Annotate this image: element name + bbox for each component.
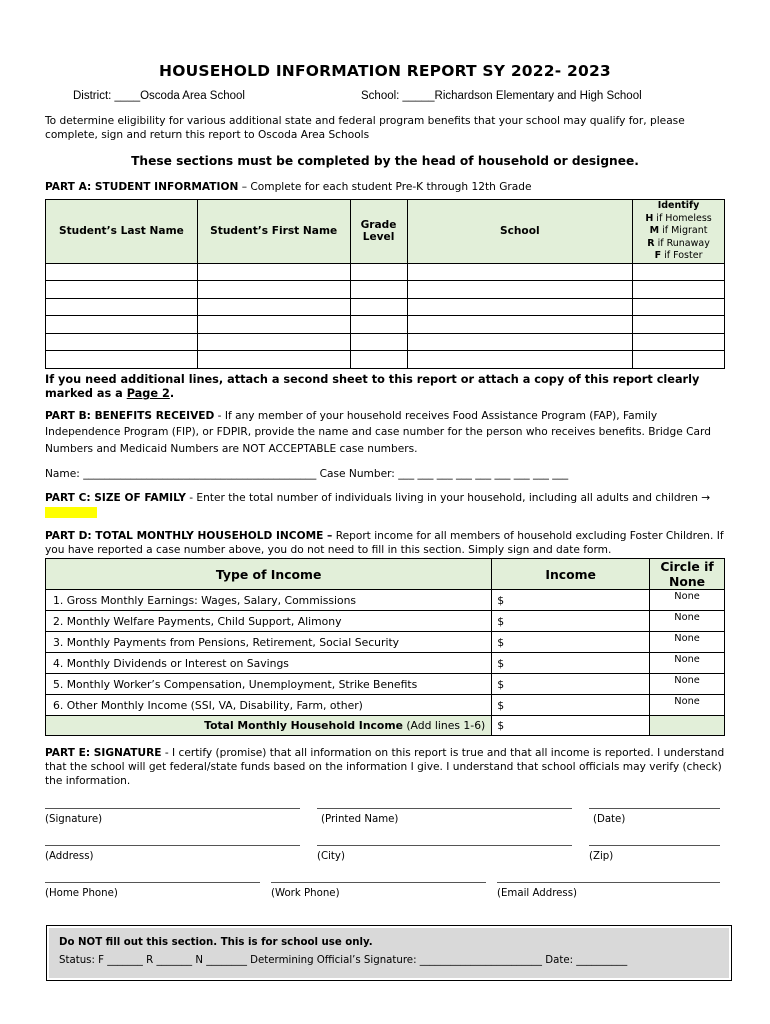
- grade-cell[interactable]: [350, 333, 407, 351]
- income-table: [45, 558, 725, 736]
- grade-cell[interactable]: [350, 281, 407, 299]
- email-line[interactable]: [497, 882, 720, 883]
- income-type-label: 5. Monthly Worker’s Compensation, Unemployment, Strike Benefits: [46, 674, 492, 695]
- school-use-inner: [49, 928, 729, 978]
- identify-cell[interactable]: [633, 316, 725, 334]
- email-label: (Email Address): [497, 888, 578, 900]
- address-line[interactable]: [45, 845, 300, 846]
- part-c-title: PART C: SIZE OF FAMILY: [45, 492, 186, 505]
- income-type-label: 2. Monthly Welfare Payments, Child Support, Alimony: [46, 611, 492, 632]
- income-row: [46, 695, 725, 716]
- circle-none-option[interactable]: None: [650, 632, 725, 653]
- family-size-field[interactable]: [45, 507, 97, 518]
- intro-text: To determine eligibility for various additional state and federal program benefits that your school may qualify for, please complete, sign and return this report to Oscoda Area Schools: [45, 115, 685, 141]
- last-name-cell[interactable]: [46, 333, 198, 351]
- school-use-box: [46, 925, 732, 981]
- col-school: School: [407, 200, 633, 264]
- total-income-note: (Add lines 1-6): [402, 719, 486, 733]
- school-cell[interactable]: [407, 263, 633, 281]
- student-rows: [46, 263, 725, 368]
- grade-cell[interactable]: [350, 298, 407, 316]
- col-grade-level: Grade Level: [350, 200, 407, 264]
- last-name-cell[interactable]: [46, 263, 198, 281]
- income-type-label: 1. Gross Monthly Earnings: Wages, Salary, Commissions: [46, 590, 492, 611]
- zip-line[interactable]: [589, 845, 720, 846]
- income-amount-field[interactable]: $: [492, 632, 650, 653]
- signature-row-1: [45, 808, 725, 845]
- part-e-text: - I certify (promise) that all information on this report is true and that all income is reported. I understand that the school will get federal/state funds based on the information I give. I understand that school officials may verify (check) the information.: [45, 747, 725, 788]
- address-label: (Address): [45, 851, 94, 863]
- school-cell[interactable]: [407, 333, 633, 351]
- first-name-cell[interactable]: [197, 316, 350, 334]
- first-name-cell[interactable]: [197, 281, 350, 299]
- income-row: [46, 653, 725, 674]
- col-identify: [633, 200, 725, 264]
- signature-row-2: [45, 845, 725, 882]
- total-income-label: Total Monthly Household Income: [204, 719, 403, 733]
- part-a-title: PART A: STUDENT INFORMATION: [45, 181, 239, 193]
- signature-block: [45, 808, 725, 919]
- identify-code-h: H: [645, 212, 654, 224]
- form-title: HOUSEHOLD INFORMATION REPORT SY 2022- 2023: [159, 62, 611, 80]
- part-a-text: – Complete for each student Pre-K through 12th Grade: [238, 181, 532, 193]
- part-a-heading: [45, 180, 725, 194]
- income-amount-field[interactable]: $: [492, 590, 650, 611]
- income-type-label: 3. Monthly Payments from Pensions, Retirement, Social Security: [46, 632, 492, 653]
- total-income-field[interactable]: $: [492, 716, 650, 736]
- circle-none-option[interactable]: None: [650, 674, 725, 695]
- printed-name-line[interactable]: [317, 808, 572, 809]
- identify-code-f: F: [654, 250, 662, 262]
- income-amount-field[interactable]: $: [492, 653, 650, 674]
- student-row: [46, 316, 725, 334]
- city-label: (City): [317, 851, 345, 863]
- zip-label: (Zip): [589, 851, 614, 863]
- income-amount-field[interactable]: $: [492, 611, 650, 632]
- student-row: [46, 298, 725, 316]
- part-e: [45, 746, 725, 788]
- school-use-status-line[interactable]: Status: F _______ R _______ N ________ Determining Official’s Signature: ________________________ Date: __________: [59, 955, 628, 966]
- income-row: [46, 632, 725, 653]
- signature-line[interactable]: [45, 808, 300, 809]
- income-row: [46, 674, 725, 695]
- grade-cell[interactable]: [350, 316, 407, 334]
- circle-none-option[interactable]: None: [650, 611, 725, 632]
- identify-text-f: if Foster: [661, 250, 703, 262]
- additional-lines-text: If you need additional lines, attach a second sheet to this report or attach a copy of this report clearly marked as a: [45, 372, 700, 400]
- income-row: [46, 590, 725, 611]
- identify-text-h: if Homeless: [653, 212, 712, 224]
- school-label: School: _____Richardson Elementary and High School: [361, 90, 642, 102]
- benefits-name-case-line[interactable]: Name: ____________________________________________ Case Number: ___ ___ ___ ___ ___ ___ ___ ___ ___: [45, 468, 569, 481]
- student-row: [46, 333, 725, 351]
- first-name-cell[interactable]: [197, 351, 350, 369]
- school-cell[interactable]: [407, 316, 633, 334]
- school-use-title: Do NOT fill out this section. This is for school use only.: [59, 937, 373, 948]
- signature-row-3: [45, 882, 725, 919]
- part-d: [45, 529, 725, 557]
- work-phone-label: (Work Phone): [271, 888, 340, 900]
- last-name-cell[interactable]: [46, 351, 198, 369]
- income-amount-field[interactable]: $: [492, 695, 650, 716]
- total-income-row: [46, 716, 725, 736]
- first-name-cell[interactable]: [197, 333, 350, 351]
- identify-cell[interactable]: [633, 351, 725, 369]
- last-name-cell[interactable]: [46, 281, 198, 299]
- income-type-label: 4. Monthly Dividends or Interest on Savings: [46, 653, 492, 674]
- printed-name-label: (Printed Name): [321, 814, 399, 826]
- student-row: [46, 281, 725, 299]
- circle-none-option[interactable]: None: [650, 695, 725, 716]
- part-d-title: PART D: TOTAL MONTHLY HOUSEHOLD INCOME –: [45, 530, 333, 543]
- work-phone-line[interactable]: [271, 882, 486, 883]
- identify-text-r: if Runaway: [654, 237, 710, 249]
- col-circle-if-none: Circle if None: [650, 559, 725, 590]
- identify-text-m: if Migrant: [659, 225, 708, 237]
- additional-lines-note: [45, 373, 725, 401]
- first-name-cell[interactable]: [197, 263, 350, 281]
- school-cell[interactable]: [407, 281, 633, 299]
- circle-none-option[interactable]: None: [650, 653, 725, 674]
- date-label: (Date): [593, 814, 626, 826]
- identify-code-r: R: [647, 237, 655, 249]
- district-label: District: ____Oscoda Area School: [73, 90, 245, 102]
- district-school-line: [45, 90, 725, 102]
- part-c: [45, 490, 725, 522]
- last-name-cell[interactable]: [46, 316, 198, 334]
- home-phone-label: (Home Phone): [45, 888, 118, 900]
- student-row: [46, 351, 725, 369]
- total-income-label-cell: [46, 716, 492, 736]
- identify-title: Identify: [657, 200, 700, 211]
- school-cell[interactable]: [407, 298, 633, 316]
- col-income: Income: [492, 559, 650, 590]
- home-phone-line[interactable]: [45, 882, 260, 883]
- income-amount-field[interactable]: $: [492, 674, 650, 695]
- head-of-household-notice: These sections must be completed by the head of household or designee.: [131, 154, 639, 168]
- income-type-label: 6. Other Monthly Income (SSI, VA, Disability, Farm, other): [46, 695, 492, 716]
- last-name-cell[interactable]: [46, 298, 198, 316]
- grade-cell[interactable]: [350, 263, 407, 281]
- grade-cell[interactable]: [350, 351, 407, 369]
- date-line[interactable]: [589, 808, 720, 809]
- city-line[interactable]: [317, 845, 572, 846]
- part-b-title: PART B: BENEFITS RECEIVED: [45, 409, 215, 422]
- page-2-link: Page 2: [126, 386, 170, 400]
- identify-code-m: M: [649, 225, 660, 237]
- col-type-of-income: Type of Income: [46, 559, 492, 590]
- part-c-text: - Enter the total number of individuals living in your household, including all adults and children →: [185, 492, 711, 505]
- part-d-text: Report income for all members of household excluding Foster Children. If you have reported a case number above, you do not need to fill in this section. Simply sign and date form.: [45, 530, 724, 557]
- student-table: [45, 199, 725, 369]
- identify-cell[interactable]: [633, 281, 725, 299]
- part-e-title: PART E: SIGNATURE: [45, 747, 162, 760]
- circle-none-option[interactable]: None: [650, 590, 725, 611]
- part-b: [45, 408, 725, 458]
- total-blank-cell: [650, 716, 725, 736]
- part-b-text: - If any member of your household receives Food Assistance Program (FAP), Family Independence Program (FIP), or FDPIR, provide the name and case number for the person who receives benefits. Bridge Card Numbers and Medicaid Numbers are NOT ACCEPTABLE case numbers.: [45, 409, 711, 455]
- first-name-cell[interactable]: [197, 298, 350, 316]
- identify-cell[interactable]: [633, 333, 725, 351]
- signature-label: (Signature): [45, 814, 103, 826]
- school-cell[interactable]: [407, 351, 633, 369]
- identify-cell[interactable]: [633, 298, 725, 316]
- col-first-name: Student’s First Name: [197, 200, 350, 264]
- income-rows: [46, 590, 725, 716]
- identify-cell[interactable]: [633, 263, 725, 281]
- income-row: [46, 611, 725, 632]
- additional-lines-end: .: [169, 386, 175, 400]
- student-row: [46, 263, 725, 281]
- col-last-name: Student’s Last Name: [46, 200, 198, 264]
- form-page: [45, 62, 725, 919]
